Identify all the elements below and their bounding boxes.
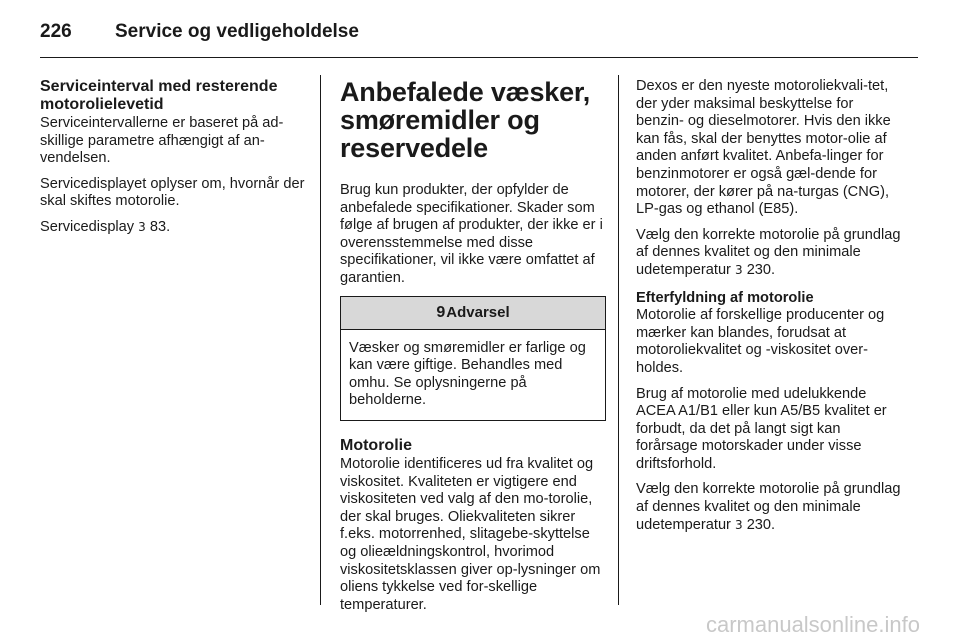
page-reference-link[interactable]: 230. [746,516,776,533]
page-reference-link[interactable]: 83. [149,218,171,235]
section-heading-motorolie: Motorolie [340,436,412,454]
warning-box [340,296,606,421]
page-reference-link[interactable]: 230. [746,261,776,278]
chapter-heading: Anbefalede væsker, smøremidler og reservedele [340,77,591,163]
column-1 [40,78,308,245]
paragraph: Serviceintervallerne er baseret på ad-skillige parametre afhængigt af an-vendelsen. [40,115,284,167]
section-heading-service-interval: Serviceinterval med resterende motorolielevetid [40,78,278,113]
warning-triangle-icon: 9 [436,303,446,321]
section-heading-refill: Efterfyldning af motorolie [636,289,814,306]
cross-reference-paragraph: Vælg den korrekte motorolie på grundlag af dennes kvalitet og den minimale udetemperatur 3 230. [636,226,901,278]
paragraph: Brug af motorolie med udelukkende ACEA A1/B1 eller kun A5/B5 kvalitet er forbudt, da det på langt sigt kan forårsage motorskader under visse driftsforhold. [636,385,887,472]
page-reference-icon: 3 [734,517,743,532]
column-3 [636,78,904,542]
warning-title: Advarsel [446,303,510,321]
page-reference-icon: 3 [734,262,743,277]
warning-body: Væsker og smøremidler er farlige og kan være giftige. Behandles med omhu. Se oplysningerne på beholderne. [349,339,586,409]
column-2 [340,78,606,622]
paragraph: Brug kun produkter, der opfylder de anbefalede specifikationer. Skader som følge af brugen af produkter, der ikke er i overensstemmelse med disse specifikationer, vil ikke være omfattet af garantien. [340,182,603,286]
page-header [40,18,920,48]
cross-reference-paragraph: Servicedisplay 3 83. [40,218,171,235]
header-rule [40,57,918,58]
page-reference-icon: 3 [138,219,146,234]
paragraph: Motorolie identificeres ud fra kvalitet og viskositet. Kvaliteten er vigtigere end viskositeten ved valg af den mo-torolie, der skal bruges. Oliekvaliteten sikrer f.eks. motorrenhed, slitagebe-skyttelse og olieældningskontrol, hvorimod viskositetsklassen giver op-lysninger om oliens tykkelse ved for-skellige temperaturer. [340,455,601,613]
column-divider-2 [618,75,619,605]
paragraph: Dexos er den nyeste motoroliekvali-tet, der yder maksimal beskyttelse for benzin- og dieselmotorer. Hvis den ikke kan fås, skal der benyttes motor-olie af anden anført kvalitet. Anbefa-linger for benzinmotorer er også gæl-dende for motorer, der kører på na-turgas (CNG), LP-gas og ethanol (E85). [636,78,891,218]
page-title: Service og vedligeholdelse [115,21,359,42]
page-number: 226 [40,21,72,42]
watermark: carmanualsonline.info [705,612,920,637]
paragraph: Servicedisplayet oplyser om, hvornår der skal skiftes motorolie. [40,175,305,210]
paragraph: Motorolie af forskellige producenter og mærker kan blandes, forudsat at motoroliekvalitet og -viskositet over-holdes. [636,307,885,376]
warning-header [341,297,605,330]
column-divider-1 [320,75,321,605]
cross-reference-paragraph: Vælg den korrekte motorolie på grundlag af dennes kvalitet og den minimale udetemperatur 3 230. [636,481,901,533]
